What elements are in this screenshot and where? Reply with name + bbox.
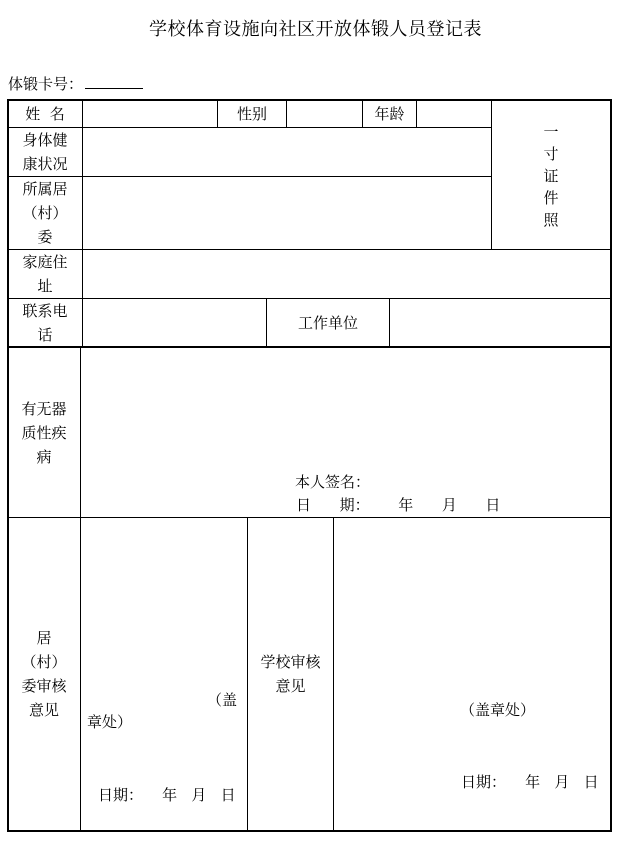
disease-label-line: 有无器 — [21, 400, 67, 418]
health-input[interactable] — [83, 128, 491, 176]
school-review-line: 学校审核 — [260, 653, 321, 671]
community-label-line: （村） — [22, 204, 68, 222]
phone-label-line: 话 — [37, 326, 53, 344]
name-label: 姓 名 — [25, 105, 65, 123]
address-label — [8, 250, 82, 298]
health-label-line: 康状况 — [22, 155, 68, 173]
phone-input[interactable] — [83, 299, 266, 346]
stamp-left-line1: （盖 — [207, 691, 238, 709]
signature-label[interactable]: 本人签名： — [295, 473, 371, 491]
table-border-right — [610, 99, 612, 832]
disease-label — [8, 397, 80, 469]
community-label-line: 所属居 — [22, 180, 68, 198]
date-row[interactable]: 日 期： 年 月 日 — [296, 496, 501, 514]
community-input[interactable] — [83, 177, 491, 249]
gender-input[interactable] — [287, 100, 362, 127]
page-title: 学校体育设施向社区开放体锻人员登记表 — [149, 19, 482, 40]
disease-label-line: 质性疾 — [21, 424, 67, 442]
community-label-line: 委 — [37, 228, 53, 246]
school-review-input[interactable] — [334, 518, 610, 688]
address-input[interactable] — [83, 250, 610, 298]
stamp-left-line2: 章处） — [87, 713, 133, 731]
photo-char: 件 — [543, 189, 559, 207]
school-review-date[interactable]: 日期： 年 月 日 — [461, 773, 599, 791]
age-input[interactable] — [417, 100, 491, 127]
name-input[interactable] — [83, 100, 217, 127]
address-label-line: 址 — [37, 277, 53, 295]
resident-review-line: 意见 — [28, 701, 59, 719]
workplace-label: 工作单位 — [297, 314, 358, 332]
card-number-underline[interactable] — [85, 74, 143, 89]
photo-char: 照 — [543, 211, 559, 229]
card-number-field[interactable] — [8, 73, 143, 94]
disease-label-line: 病 — [36, 448, 52, 466]
table-border-bottom — [7, 830, 612, 832]
health-label-line: 身体健 — [22, 131, 68, 149]
resident-review-line: 委审核 — [21, 677, 67, 695]
resident-review-date[interactable]: 日期： 年 月 日 — [98, 786, 236, 804]
card-number-label: 体锻卡号： — [8, 75, 84, 93]
community-label — [8, 177, 82, 249]
phone-label-line: 联系电 — [22, 302, 68, 320]
photo-label — [542, 121, 560, 231]
disease-input[interactable] — [81, 348, 610, 468]
resident-review-input[interactable] — [81, 518, 247, 688]
resident-review-line: （村） — [21, 653, 67, 671]
address-label-line: 家庭住 — [22, 253, 68, 271]
health-label — [8, 128, 82, 176]
photo-char: 证 — [543, 167, 559, 185]
resident-review-label — [8, 626, 80, 722]
resident-review-line: 居 — [36, 629, 52, 647]
stamp-right: （盖章处） — [460, 701, 536, 719]
school-review-line: 意见 — [275, 677, 306, 695]
phone-label — [8, 299, 82, 347]
workplace-input[interactable] — [390, 299, 610, 346]
photo-char: 寸 — [543, 145, 559, 163]
school-review-label — [248, 650, 333, 698]
photo-char: 一 — [543, 123, 559, 141]
age-label: 年龄 — [374, 105, 405, 123]
gender-label: 性别 — [236, 105, 267, 123]
